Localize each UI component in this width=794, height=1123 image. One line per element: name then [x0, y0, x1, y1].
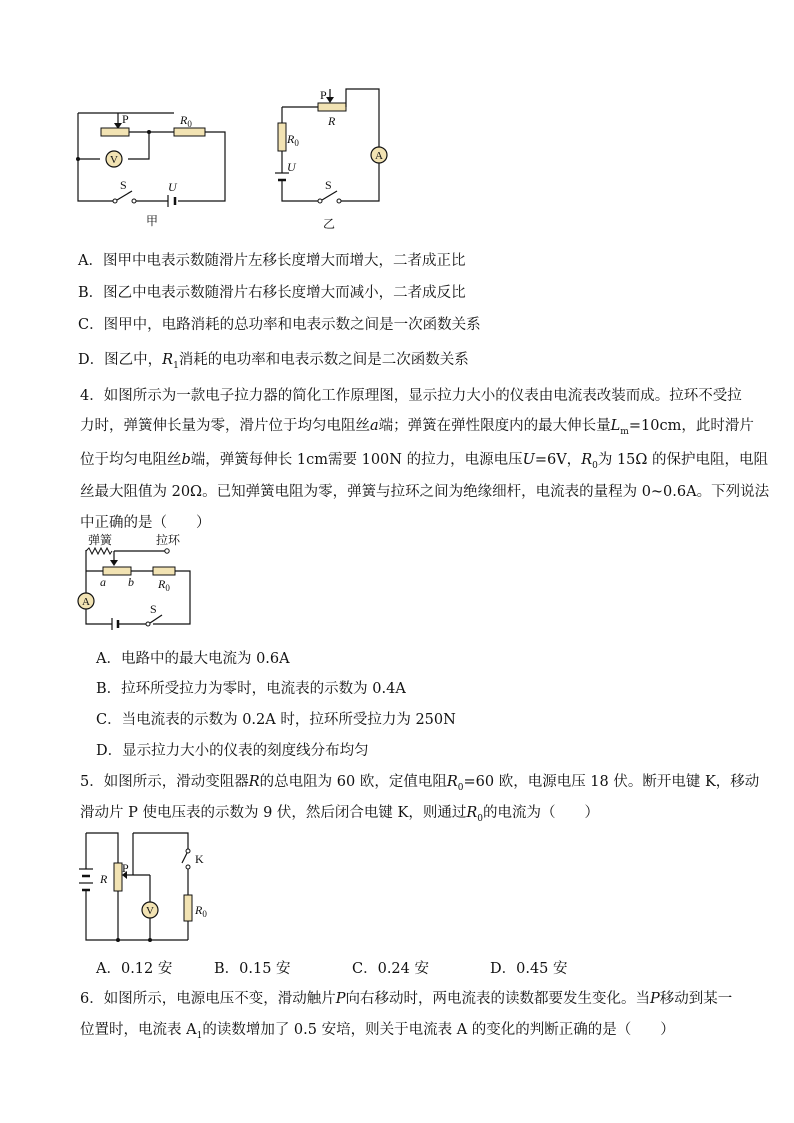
switch-s-label: S — [325, 178, 332, 192]
voltage-u-label: U — [168, 180, 177, 194]
q5-option-c: C．0.24 安 — [352, 961, 429, 977]
r0-label: $R_0$ — [287, 132, 299, 148]
r0-label: $R_0$ — [158, 577, 170, 593]
q4-stem-line-5: 中正确的是（ ） — [80, 515, 211, 531]
q5-stem-line-2: 滑动片 P 使电压表的示数为 9 伏，然后闭合电键 K，则通过$R_0$的电流为（ ） — [80, 805, 600, 824]
ammeter-label: A — [82, 596, 90, 608]
q4-stem-line-4: 丝最大阻值为 20Ω。已知弹簧电阻为零，弹簧与拉环之间为绝缘细杆，电流表的量程为 0~0.6A。下列说法 — [80, 484, 770, 500]
slider-p-label: P — [320, 88, 327, 102]
q4-option-c: C．当电流表的示数为 0.2A 时，拉环所受拉力为 250N — [96, 712, 456, 728]
r0-label: $R_0$ — [195, 903, 207, 919]
q6-stem-line-1: 6．如图所示，电源电压不变，滑动触片P向右移动时，两电流表的读数都要发生变化。当P移动到某一 — [80, 991, 733, 1007]
end-a-label: a — [100, 575, 106, 589]
figure-caption-yi: 乙 — [323, 217, 336, 231]
q4-stem-line-2: 力时，弹簧伸长量为零，滑片位于均匀电阻丝a端；弹簧在弹性限度内的最大伸长量$L_m=10cm$，此时滑片 — [80, 418, 754, 437]
slider-p-label: P — [122, 861, 129, 875]
ammeter-label: A — [375, 150, 383, 162]
voltmeter-label: V — [110, 154, 118, 166]
end-b-label: b — [128, 575, 134, 589]
q5-option-a: A．0.12 安 — [96, 961, 173, 977]
rheostat-r-label: R — [100, 872, 108, 886]
q5-option-d: D．0.45 安 — [490, 961, 568, 977]
circuit-figure-yi — [265, 85, 400, 235]
rheostat-r-label: R — [328, 114, 336, 128]
pull-ring-label: 拉环 — [156, 533, 181, 547]
slider-p-label: P — [122, 112, 129, 126]
circuit-figure-jia — [70, 105, 235, 230]
spring-label: 弹簧 — [88, 533, 113, 547]
q3-option-d: D．图乙中，$R_1$消耗的电功率和电表示数之间是二次函数关系 — [78, 352, 469, 371]
q4-stem-line-3: 位于均匀电阻丝b端，弹簧每伸长 1cm需要 100N 的拉力，电源电压U=6V，$R_0$为 15Ω 的保护电阻，电阻 — [80, 452, 769, 471]
q4-option-a: A．电路中的最大电流为 0.6A — [96, 651, 290, 667]
voltage-u-label: U — [287, 160, 296, 174]
voltmeter-label: V — [146, 905, 154, 917]
circuit-figure-q5 — [70, 825, 220, 950]
q4-stem-line-1: 4．如图所示为一款电子拉力器的简化工作原理图，显示拉力大小的仪表由电流表改装而成。拉环不受拉 — [80, 388, 742, 404]
q3-option-c: C．图甲中，电路消耗的总功率和电表示数之间是一次函数关系 — [78, 317, 481, 333]
q6-stem-line-2: 位置时，电流表 $A_1$的读数增加了 0.5 安培，则关于电流表 A 的变化的判断正确的是（ ） — [80, 1022, 675, 1041]
switch-k-label: K — [195, 852, 204, 866]
circuit-figure-q4 — [70, 530, 205, 640]
r0-label: $R_0$ — [180, 113, 192, 129]
figure-caption-jia: 甲 — [146, 214, 159, 228]
q3-option-b: B．图乙中电表示数随滑片右移长度增大而减小，二者成反比 — [78, 285, 466, 301]
q4-option-d: D．显示拉力大小的仪表的刻度线分布均匀 — [96, 743, 369, 759]
switch-s-label: S — [150, 602, 157, 616]
q3-option-a: A．图甲中电表示数随滑片左移长度增大而增大，二者成正比 — [78, 253, 466, 269]
switch-s-label: S — [120, 178, 127, 192]
q4-option-b: B．拉环所受拉力为零时，电流表的示数为 0.4A — [96, 681, 406, 697]
q5-stem-line-1: 5．如图所示，滑动变阻器R的总电阻为 60 欧，定值电阻$R_0=60$ 欧，电源电压 18 伏。断开电键 K，移动 — [80, 774, 760, 793]
q5-option-b: B．0.15 安 — [214, 961, 291, 977]
